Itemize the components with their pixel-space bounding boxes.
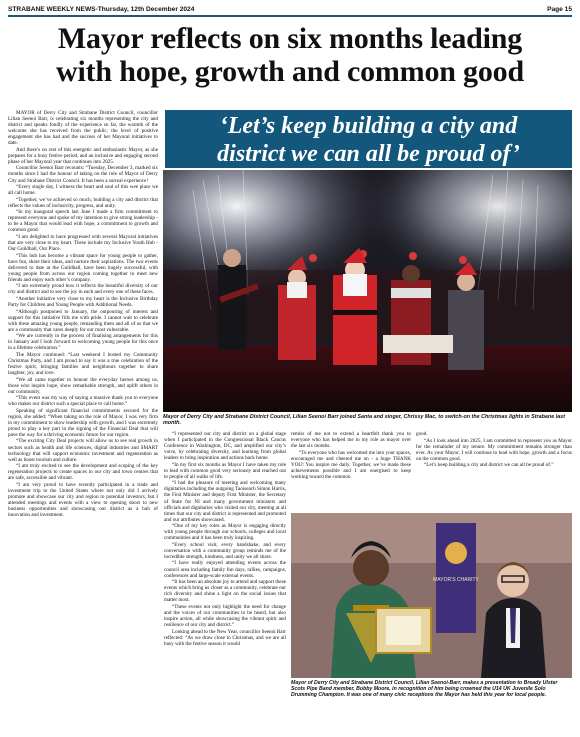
paragraph: MAYOR of Derry City and Strabane District Council, councillor Lilian Seenoi Barr, is celebrating six months representing the city and district and speaks fondly of the experience so far, the warmth of the welcome she has received from the public, the level of positive engagement she has had and the success of her Mayoral initiatives to date.	[8, 110, 158, 147]
headline	[8, 22, 572, 88]
header-rule	[8, 15, 572, 17]
paragraph: “This hub has become a vibrant space for young people to gather, have fun, share their ideas, and nurture their aspirations. The two events delivered to date at the Guildhall, have been hugely successful, with young people from across our region coming together to meet new friends and enjoy each other’s company.	[8, 252, 158, 283]
charity-banner-text: MAYOR’S CHARITY	[433, 577, 479, 583]
page-number: Page 15	[547, 5, 572, 13]
paragraph: “This event was my way of saying a massive thank you to everyone who makes our district such a special place to call home.”	[8, 395, 158, 408]
paragraph: “Every single day, I witness the heart and soul of this wee place we all call home.	[8, 184, 158, 197]
pull-quote-line-1: ‘Let’s keep building a city and	[219, 113, 518, 139]
paragraph: “It has been an absolute joy to attend and support these events which bring us closer as a community, celebrate our rich diversity and shine a light on the social issues that matter most.	[164, 579, 286, 604]
paragraph: “Although postponed to January, the outpouring of interest and support for this initiative fills me with pride. I cannot wait to celebrate with these amazing young people, remanding them and all of us that we are a community that cares deeply for our most vulnerable.	[8, 308, 158, 333]
paragraph: Looking ahead to the New Year, councillor Seenoi Barr reflected: “As we draw close to Christmas, and we are all busy with the festive season it would	[164, 628, 286, 647]
paragraph: “Let’s keep building a city and district we can all be proud of.”	[424, 462, 554, 469]
paragraph: And there’s no rest of this energetic and enthusiastic Mayor, as she prepares for a busy festive period, and an inclusive and engaging second phase of her Mayoral year that continues into 2025.	[8, 146, 158, 165]
article-column-4	[416, 431, 572, 511]
paragraph: “One of my key roles as Mayor is engaging directly with young people through our schools, colleges and local communities and it has been truly inspiring.	[164, 523, 286, 542]
paragraph: The Mayor continued: “Last weekend I hosted my Community Christmas Party, and I am proud to say it was a true celebration of the festive spirit, bringing families and neighbours together to share laughter, joy, and love.	[8, 351, 158, 376]
paragraph: Councillor Seenoi Barr recounts: “Tuesday, December 3, marked six months since I had the honour of taking on the role of Mayor of Derry City and Strabane District Council. It has been a surreal experience!	[8, 165, 158, 184]
paragraph: good.	[416, 431, 428, 437]
paragraph: “I am truly excited to see the development and scoping of the key regeneration projects to create spaces in our city and town centres that are safe, accessible and vibrant.	[8, 463, 158, 482]
presentation-photo	[291, 513, 572, 678]
page-header	[8, 3, 572, 15]
paragraph: “I represented our city and district on a global stage when I participated in the Congressional Black Caucus Conference in Washington, DC, and amplified our city’s voice, by celebrating diversity, and learning from global leaders to bring inspiration and actions back home.	[164, 431, 286, 462]
paragraph: “To everyone who has welcomed me into your spaces, encouraged me and cheered me on - a huge THANK YOU! You inspire me daily. Together, we’ve made these achievements possible and I am energised to keep working toward the common	[291, 449, 411, 480]
photo-caption: Mayor of Derry City and Strabane District Council, Lilian Seenoi Barr joined Santa and singer, Chrissy Mac, to switch-on the Christmas lights in Strabane last month.	[163, 414, 565, 427]
paragraph: “These events not only highlight the need for change and the voices of our communities to be heard, but also inspire action, all while showcasing the vibrant spirit and resilience of our city and district.”	[164, 603, 286, 628]
paragraph: “I had the pleasure of meeting and welcoming many dignitaries including the outgoing Taoiseach Simon Harris, the First Minister and deputy First Minister, the Secretary of State for NI and many government ministers and officials and dignitaries who visited our city, meeting at all times that our city and district is represented and promoted and our attributes showcased.	[164, 480, 286, 523]
article-column-2	[164, 431, 286, 731]
headline-line-2: with hope, growth and common good	[56, 55, 524, 88]
paragraph: “I am delighted to have progressed with several Mayoral initiatives that are very close to my heart. These include my Inclusive Youth Hub - Our Guildhall, Our Place.	[8, 233, 158, 253]
paragraph: remiss of me not to extend a heartfelt thank you to everyone who has helped me in my role as mayor over the last six months.	[291, 431, 411, 450]
paragraph: “I have really enjoyed attending events across the council area including family fun days, rallies, campaigns, conferences and large-scale external events.	[164, 560, 286, 579]
paragraph: “As I look ahead into 2025, I am committed to represent you as Mayor for the remainder of my tenure. My commitment remains stronger than ever. As your Mayor, I will continue to lead with hope, growth and a focus on the common good.	[416, 437, 572, 462]
paragraph: “I am extremely proud how it reflects the beautiful diversity of our city and district and to see the joy in each and every one of these faces.	[8, 283, 158, 296]
article-column-3	[291, 431, 411, 511]
publication-info: STRABANE WEEKLY NEWS-Thursday, 12th December 2024	[8, 5, 195, 13]
pull-quote-banner	[165, 110, 572, 168]
pull-quote-line-2: district we can all be proud of’	[217, 141, 520, 167]
paragraph: “The exciting City Deal projects will allow us to see real growth in sectors such as health and life sciences, digital industries and SMART technology that will support economic investment and regeneration as well as boost tourism and culture.	[8, 438, 158, 463]
photo-caption: Mayor of Derry City and Strabane District Council, Lilian Seenoi-Barr, makes a presentation to Bready Ulster Scots Pipe Band member, Bobby Moore, in recognition of him being crowned the U14 UK Juvenile Solo Drumming Champion. It was one of many civic receptions the Mayor has held this year for local people.	[291, 680, 558, 699]
paragraph: “I am very proud to have recently participated in a trade and investment trip to the United States where not only did I actively promote and showcase our city and region to potential investors, but I attended meetings and events with a view to opening doors to new business opportunities and showcasing our district as a hub of innovation and investment.	[8, 481, 158, 519]
paragraph: “In my inaugural speech last June I made a firm commitment to represent everyone and spoke of my intention to give strong leadership - to be a Mayor that would lead with hope, a commitment to growth and common good.	[8, 209, 158, 234]
paragraph: “In my first six months as Mayor I have taken my role to lead with common good very seriously and reached out to people of all walks of life.	[164, 461, 286, 480]
christmas-lights-photo	[163, 170, 572, 412]
paragraph: Speaking of significant financial commitments secured for the region, she added: “When taking on the role of Mayor, I was very firm in my commitment to show leadership with growth, and I was extremely proud to play a key part in the signing of the Financial Deal that will pave the way for a thriving economic future for our region.	[8, 407, 158, 438]
article-column-1	[8, 110, 158, 731]
paragraph: “We all came together to honour the everyday heroes among us, those who inspire hope, show remarkable strength, and uplift others in our community.	[8, 376, 158, 395]
headline-line-1: Mayor reflects on six months leading	[57, 22, 523, 55]
paragraph: “Another initiative very close to my heart is the Inclusive Birthday Party for Children and Young People with Additional Needs.	[8, 295, 158, 308]
paragraph: “Together, we’ve achieved so much, building a city and district that reflects the values of inclusivity, progress, and unity.	[8, 196, 158, 209]
paragraph: “We are currently in the process of finalising arrangements for this in January and I look forward to welcoming young people for this once in a lifetime celebration.”	[8, 333, 158, 352]
paragraph: “Every school visit, every handshake, and every conversation with a community group reminds me of the incredible strength, kindness, and unity we all share.	[164, 541, 286, 560]
